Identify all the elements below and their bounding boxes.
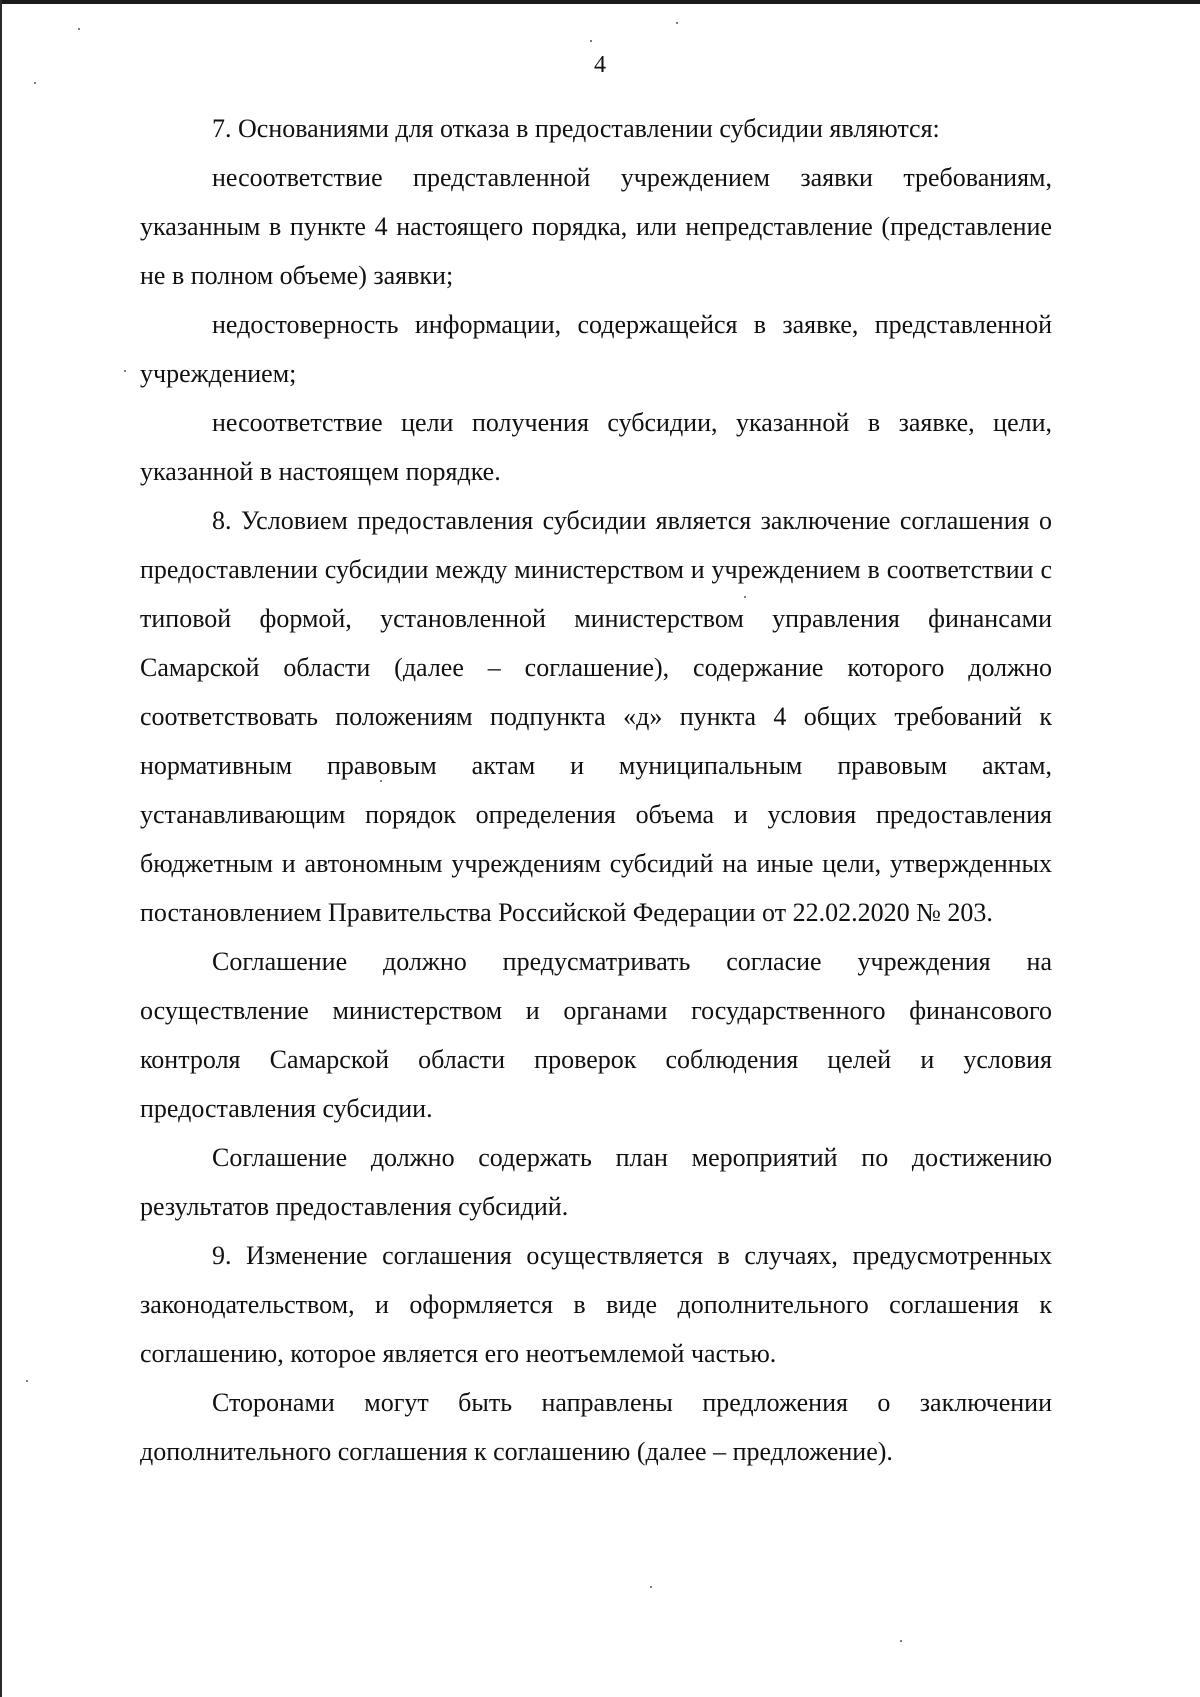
paragraph-7-item-2: недостоверность информации, содержащейся в заявке, представленной учреждением; [140, 310, 1052, 388]
scan-speck [124, 370, 126, 372]
scan-speck [380, 780, 382, 782]
paragraph-9-proposals: Сторонами могут быть направлены предложения о заключении дополнительного соглашения к соглашению (далее – предложение). [140, 1388, 1052, 1466]
paragraph-7-item-1: несоответствие представленной учреждением заявки требованиям, указанным в пункте 4 настоящего порядка, или непредставление (представление не в полном объеме) заявки; [140, 163, 1052, 290]
scan-left-border [0, 0, 2, 1697]
paragraph-7-heading: 7. Основаниями для отказа в предоставлении субсидии являются: [212, 114, 940, 143]
scan-speck [900, 1640, 902, 1642]
paragraph-8-agreement-plan: Соглашение должно содержать план мероприятий по достижению результатов предоставления субсидий. [140, 1143, 1052, 1221]
scan-speck [34, 82, 36, 84]
paragraph-8: 8. Условием предоставления субсидии является заключение соглашения о предоставлении субсидии между министерством и учреждением в соответствии с типовой формой, установленной министерством управления финансами Самарской области (далее – соглашение), содержание которого должно соответствовать положениям подпункта «д» пункта 4 общих требований к нормативным правовым актам и муниципальным правовым актам, устанавливающим порядок определения объема и условия предоставления бюджетным и автономным учреждениям субсидий на иные цели, утвержденных постановлением Правительства Российской Федерации от 22.02.2020 № 203. [140, 506, 1052, 927]
scan-speck [26, 1380, 28, 1382]
document-body [140, 104, 1052, 1476]
page-number: 4 [594, 52, 606, 78]
paragraph-9: 9. Изменение соглашения осуществляется в случаях, предусмотренных законодательством, и оформляется в виде дополнительного соглашения к соглашению, которое является его неотъемлемой частью. [140, 1241, 1052, 1368]
paragraph-8-agreement-consent: Соглашение должно предусматривать согласие учреждения на осуществление министерством и органами государственного финансового контроля Самарской области проверок соблюдения целей и условия предоставления субсидии. [140, 947, 1052, 1123]
scan-top-border [0, 0, 1200, 4]
paragraph-7-item-3: несоответствие цели получения субсидии, указанной в заявке, цели, указанной в настоящем порядке. [140, 408, 1052, 486]
scan-speck [650, 1586, 652, 1588]
scan-speck [676, 22, 678, 24]
scan-speck [590, 40, 592, 42]
scan-speck [78, 28, 80, 30]
scan-speck [744, 596, 746, 598]
